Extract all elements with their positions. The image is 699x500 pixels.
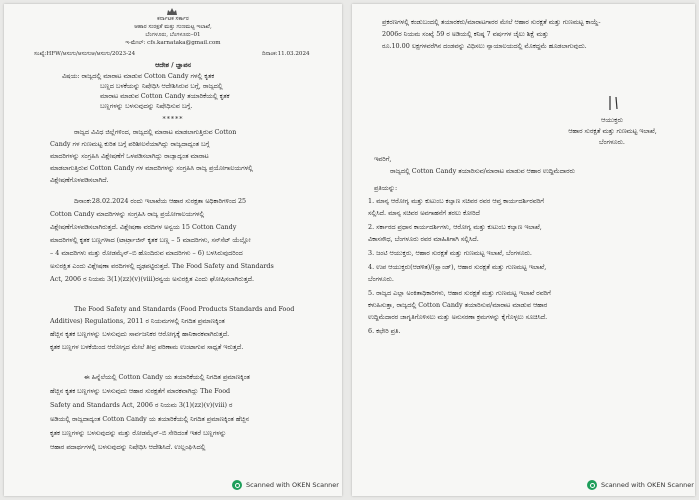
copy-item: 4. ಉಪ ಆಯುಕ್ತರು(ಆಡಳಿತ)/(ಸ್ಟ್ಯಾಂಡ್), ಆಹಾರ ಸುರಕ್ಷತೆ ಮತ್ತು ಗುಣಮಟ್ಟ ಇಲಾಖೆ, bbox=[368, 263, 547, 271]
paragraph-line: 2006ರ ನಿಯಮ ಸಂಖ್ಯೆ 59 ರ ಅಡಿಯಲ್ಲಿ ಕನಿಷ್ಠ 7 ವರ್ಷಗಳ ಜೈಲು ಶಿಕ್ಷೆ ಮತ್ತು bbox=[382, 30, 549, 38]
subject-line: ವಿಷಯ: ರಾಜ್ಯದಲ್ಲಿ ಮಾರಾಟ ಮಾಡುವ Cotton Candy ಗಳಲ್ಲಿ ಕೃತಕ bbox=[62, 72, 215, 80]
copy-item: 3. ಜಂಟಿ ಆಯುಕ್ತರು, ಆಹಾರ ಸುರಕ್ಷತೆ ಮತ್ತು ಗುಣಮಟ್ಟ ಇಲಾಖೆ, ಬೆಂಗಳೂರು. bbox=[368, 249, 532, 257]
paragraph-line: ವಿಶ್ಲೇಷಣೆಗೊಳಪಡಿಸಲಾಗಿರುತ್ತದೆ. ವಿಶ್ಲೇಷಣಾ ವರದಿಗಳ ಅನ್ವಯ 15 Cotton Candy bbox=[50, 223, 237, 231]
paragraph-line: Additives) Regulations, 2011 ರ ನಿಯಮಗಳಲ್ಲಿ ನಿಗದಿತ ಪ್ರಮಾಣಕ್ಕಿಂತ bbox=[50, 317, 225, 325]
copy-to-label: ಪ್ರತಿಯನ್ನು: bbox=[374, 184, 398, 192]
document-page-right bbox=[352, 4, 695, 496]
signatory-city: ಬೆಂಗಳೂರು. bbox=[599, 138, 625, 146]
paragraph-line: Cotton Candy ಮಾದರಿಗಳನ್ನು ಸಂಗ್ರಹಿಸಿ ರಾಜ್ಯ ಪ್ರಯೋಗಾಲಯಗಳಲ್ಲಿ bbox=[50, 210, 205, 218]
scanner-logo-icon bbox=[587, 480, 597, 490]
paragraph-line: ಕೃತಕ ಬಣ್ಣಗಳ ಬಳಕೆಯಿಂದ ಆರೋಗ್ಯದ ಮೇಲೆ ತೀವ್ರ ಪರಿಣಾಮ ಉಂಟಾಗುವ ಸಾಧ್ಯತೆ ಇರುತ್ತದೆ. bbox=[50, 343, 244, 351]
copy-item: ಸಲ್ಲಿಸಿದೆ. ಮಾನ್ಯ ಸಚಿವರ ಅವಗಾಹನೆಗೆ ತರಲು ಕೋರಿದೆ bbox=[368, 209, 480, 217]
document-page-left bbox=[4, 4, 342, 496]
scanner-label: Scanned with OKEN Scanner bbox=[601, 481, 694, 489]
paragraph-line: ರೂ.10.00 ಲಕ್ಷಗಳವರೆಗಿನ ದಂಡವನ್ನು ವಿಧಿಸಲು ನ್ಯಾಯಾಲಯದಲ್ಲಿ ಮೊಕದ್ದಮೆ ಹೂಡಲಾಗುವುದು. bbox=[382, 42, 587, 50]
signatory-department: ಆಹಾರ ಸುರಕ್ಷತೆ ಮತ್ತು ಗುಣಮಟ್ಟ ಇಲಾಖೆ, bbox=[568, 127, 657, 135]
paragraph-line: Candy ಗಳ ಗುಣಮಟ್ಟ ಕುರಿತ ಬಗ್ಗೆ ಪರಿಶೀಲನೆಯಾಗಿದ್ದು ರಾಜ್ಯದಾದ್ಯಂತ ಬಗ್ಗೆ bbox=[50, 140, 210, 148]
order-title: ಆದೇಶ / ಜ್ಞಾಪನ bbox=[155, 61, 191, 69]
paragraph-line: ರಾಜ್ಯದ ವಿವಿಧ ಜಿಲ್ಲೆಗಳಿಂದ, ರಾಜ್ಯದಲ್ಲಿ ಮಾರಾಟ ಮಾಡಲಾಗುತ್ತಿರುವ Cotton bbox=[74, 128, 237, 136]
paragraph-line: ಆಹಾರ ಪದಾರ್ಥಗಳಲ್ಲಿ ಬಳಸುವುದನ್ನು ನಿಷೇಧಿಸಿ ಆದೇಶಿಸಿದೆ. ಉಲ್ಲಂಘಿಸಿದಲ್ಲಿ bbox=[50, 443, 206, 451]
copy-item: ಬೆಂಗಳೂರು. bbox=[368, 275, 394, 283]
paragraph-line: ಅಡಿಯಲ್ಲಿ ರಾಜ್ಯದಾದ್ಯಂತ Cotton Candy ಯ ತಯಾರಿಕೆಯಲ್ಲಿ ನಿಗದಿತ ಪ್ರಮಾಣಕ್ಕಿಂತ ಹೆಚ್ಚಿನ bbox=[50, 415, 249, 423]
reference-number: ಸಂಖ್ಯೆ:HFW/ಆಸುಗು/ಆಸುಗುಆ/ಆಸುಗು/2023-24 bbox=[34, 51, 136, 57]
paragraph-line: ಕೃತಕ ಬಣ್ಣಗಳನ್ನು ಬಳಸುವುದನ್ನು ಮತ್ತು ರೋಡಮೈನ್–ಬಿ ಸೇರಿದಂತೆ ಇತರೆ ಬಣ್ಣಗಳನ್ನು bbox=[50, 429, 227, 437]
copy-item: ಕಳುಹಿಸುತ್ತಾ, ರಾಜ್ಯದಲ್ಲಿ Cotton Candy ತಯಾರಿಸುವ/ಮಾರಾಟ ಮಾಡುವ ಆಹಾರ bbox=[368, 301, 548, 309]
copy-item: 5. ರಾಜ್ಯದ ಎಲ್ಲಾ ಅಂಕಿತಾಧಿಕಾರಿಗಳು, ಆಹಾರ ಸುರಕ್ಷತೆ ಮತ್ತು ಗುಣಮಟ್ಟ ಇಲಾಖೆ ರವರಿಗೆ bbox=[368, 289, 551, 297]
addressee: ರಾಜ್ಯದಲ್ಲಿ Cotton Candy ತಯಾರಿಸುವ/ಮಾರಾಟ ಮಾಡುವ ಆಹಾರ ಉದ್ದಿಮೆದಾರರು bbox=[390, 167, 575, 175]
paragraph-line: ಮಾದರಿಗಳಲ್ಲಿ ಕೃತಕ ಬಣ್ಣಗಳಾದ (ಟಾರ್ಟ್ರಾಜಿನ್ ಕೃತಕ ಬಣ್ಣ – 5 ಮಾದರಿಗಳು, ಸನ್‌ಸೆಟ್ ಯೆಲ್ಲೋ bbox=[50, 236, 251, 244]
copy-item: 6. ಕಛೇರಿ ಪ್ರತಿ. bbox=[368, 327, 401, 335]
scanner-watermark bbox=[232, 480, 339, 490]
header-government: ಕರ್ನಾಟಕ ಸರ್ಕಾರ bbox=[157, 16, 189, 22]
copy-item: 1. ಮಾನ್ಯ ಆರೋಗ್ಯ ಮತ್ತು ಕುಟುಂಬ ಕಲ್ಯಾಣ ಸಚಿವರ ರವರ ಆಪ್ತ ಕಾರ್ಯದರ್ಶಿರವರಿಗೆ bbox=[368, 197, 544, 205]
paragraph-line: ಈ ಹಿನ್ನೆಲೆಯಲ್ಲಿ Cotton Candy ಯ ತಯಾರಿಕೆಯಲ್ಲಿ ನಿಗದಿತ ಪ್ರಮಾಣಕ್ಕಿಂತ bbox=[84, 373, 250, 381]
paragraph-line: ದಿನಾಂಕ:28.02.2024 ರಂದು ಇಲಾಖೆಯ ಆಹಾರ ಸುರಕ್ಷತಾ ಅಧಿಕಾರಿಗಳಿಂದ 25 bbox=[74, 197, 247, 205]
copy-item: 2. ಸರ್ಕಾರದ ಪ್ರಧಾನ ಕಾರ್ಯದರ್ಶಿಗಳು, ಆರೋಗ್ಯ ಮತ್ತು ಕುಟುಂಬ ಕಲ್ಯಾಣ ಇಲಾಖೆ, bbox=[368, 223, 542, 231]
paragraph-line: The Food Safety and Standards (Food Products Standards and Food bbox=[74, 305, 295, 313]
header-department: ಆಹಾರ ಸುರಕ್ಷತೆ ಮತ್ತು ಗುಣಮಟ್ಟ ಇಲಾಖೆ, bbox=[134, 24, 212, 30]
paragraph-line: ಪ್ರಕರಣಗಳಲ್ಲಿ ಕಂಡುಬಂದಲ್ಲಿ ತಯಾರಕರು/ಮಾರಾಟಗಾರರ ಮೇಲೆ ಆಹಾರ ಸುರಕ್ಷತೆ ಮತ್ತು ಗುಣಮಟ್ಟ ಕಾಯ್ದೆ- bbox=[382, 18, 601, 26]
paragraph-line: ಅಸುರಕ್ಷಿತ ಎಂದು ವಿಶ್ಲೇಷಣಾ ವರದಿಗಳಲ್ಲಿ ದೃಢಪಟ್ಟಿರುತ್ತದೆ. The Food Safety and Standards bbox=[50, 262, 274, 270]
paragraph-line: ಹೆಚ್ಚಿನ ಕೃತಕ ಬಣ್ಣಗಳನ್ನು ಬಳಸುವುದು ಸಾರ್ವಜನಿಕರ ಆರೋಗ್ಯಕ್ಕೆ ಹಾನಿಕಾರಕವಾಗಿರುತ್ತದೆ. bbox=[50, 330, 230, 338]
paragraph-line: ಮಾದರಿಗಳನ್ನು ಸಂಗ್ರಹಿಸಿ ವಿಶ್ಲೇಷಣೆಗೆ ಒಳಪಡಿಸಲಾಗಿದ್ದು ರಾಜ್ಯಾದ್ಯಂತ ಮಾರಾಟ bbox=[50, 152, 209, 160]
header-email: ಇ-ಮೇಲ್: cfs.karnataka@gmail.com bbox=[125, 40, 221, 46]
scanner-label: Scanned with OKEN Scanner bbox=[246, 481, 339, 489]
subject-line: ಮಾರಾಟ ಮಾಡುವ Cotton Candy ತಯಾರಿಕೆಯಲ್ಲಿ ಕೃತಕ bbox=[100, 92, 230, 100]
paragraph-line: Act, 2006 ರ ನಿಯಮ 3(1)(zz)(v)(viii)ರನ್ವಯ ಅಸುರಕ್ಷಿತ ಎಂದು ಘೋಷಿಸಲಾಗಿರುತ್ತದೆ. bbox=[50, 275, 255, 283]
paragraph-line: ಮಾಡಲಾಗುತ್ತಿರುವ Cotton Candy ಗಳ ಮಾದರಿಗಳನ್ನು ಸಂಗ್ರಹಿಸಿ ರಾಜ್ಯ ಪ್ರಯೋಗಾಲಯಗಳಲ್ಲಿ bbox=[50, 164, 253, 172]
paragraph-line: Safety and Standards Act, 2006 ರ ನಿಯಮ 3(1)(zz)(v)(viii) ರ bbox=[50, 401, 233, 409]
copy-item: ವಿಕಾಸಸೌಧ, ಬೆಂಗಳೂರು ರವರ ಮಾಹಿತಿಗಾಗಿ ಸಲ್ಲಿಸಿದೆ. bbox=[368, 235, 479, 243]
subject-line: ಬಣ್ಣಗಳನ್ನು ಬಳಸುವುದನ್ನು ನಿಷೇಧಿಸುವ ಬಗ್ಗೆ. bbox=[100, 102, 193, 110]
paragraph-line: ವಿಶ್ಲೇಷಣೆಗೊಳಪಡಿಸಲಾಗಿದೆ. bbox=[50, 176, 109, 184]
header-city: ಬೆಂಗಳೂರು, ಬೆಂಗಳೂರು–01 bbox=[145, 32, 201, 38]
order-date: ದಿನಾಂಕ:11.03.2024 bbox=[262, 51, 310, 57]
paragraph-line: ಹೆಚ್ಚಿನ ಕೃತಕ ಬಣ್ಣಗಳನ್ನು ಬಳಸುವುದು ಆಹಾರ ಸುರಕ್ಷತೆಗೆ ಮಾರಕವಾಗಿದ್ದು The Food bbox=[50, 387, 231, 395]
signature-mark bbox=[605, 95, 623, 111]
subject-line: ಬಣ್ಣದ ಬಳಕೆಯನ್ನು ನಿಷೇಧಿಸಿ ಆದೇಶಿಸಿರುವ ಬಗ್ಗೆ, ರಾಜ್ಯದಲ್ಲಿ bbox=[100, 82, 223, 90]
scanner-logo-icon bbox=[232, 480, 242, 490]
copy-item: ಉದ್ದಿಮೆದಾರರ ಜಾಗೃತಿಗೊಳಿಸಲು ಮತ್ತು ಅನುಸರಣಾ ಕ್ರಮಗಳನ್ನು ಕೈಗೊಳ್ಳಲು ಸೂಚಿಸಿದೆ. bbox=[368, 313, 548, 321]
scanner-watermark bbox=[587, 480, 694, 490]
separator-stars: ***** bbox=[162, 115, 184, 123]
addressee-label: ಇವರಿಗೆ, bbox=[374, 155, 392, 163]
paragraph-line: – 4 ಮಾದರಿಗಳು ಮತ್ತು ರೋಡಮೈನ್–ಬಿ ಹೊಂದಿರುವ ಮಾದರಿಗಳು – 6) ಬಳಸಿರುವುದರಿಂದ bbox=[50, 249, 243, 257]
signatory-title: ಆಯುಕ್ತರು bbox=[601, 116, 623, 124]
